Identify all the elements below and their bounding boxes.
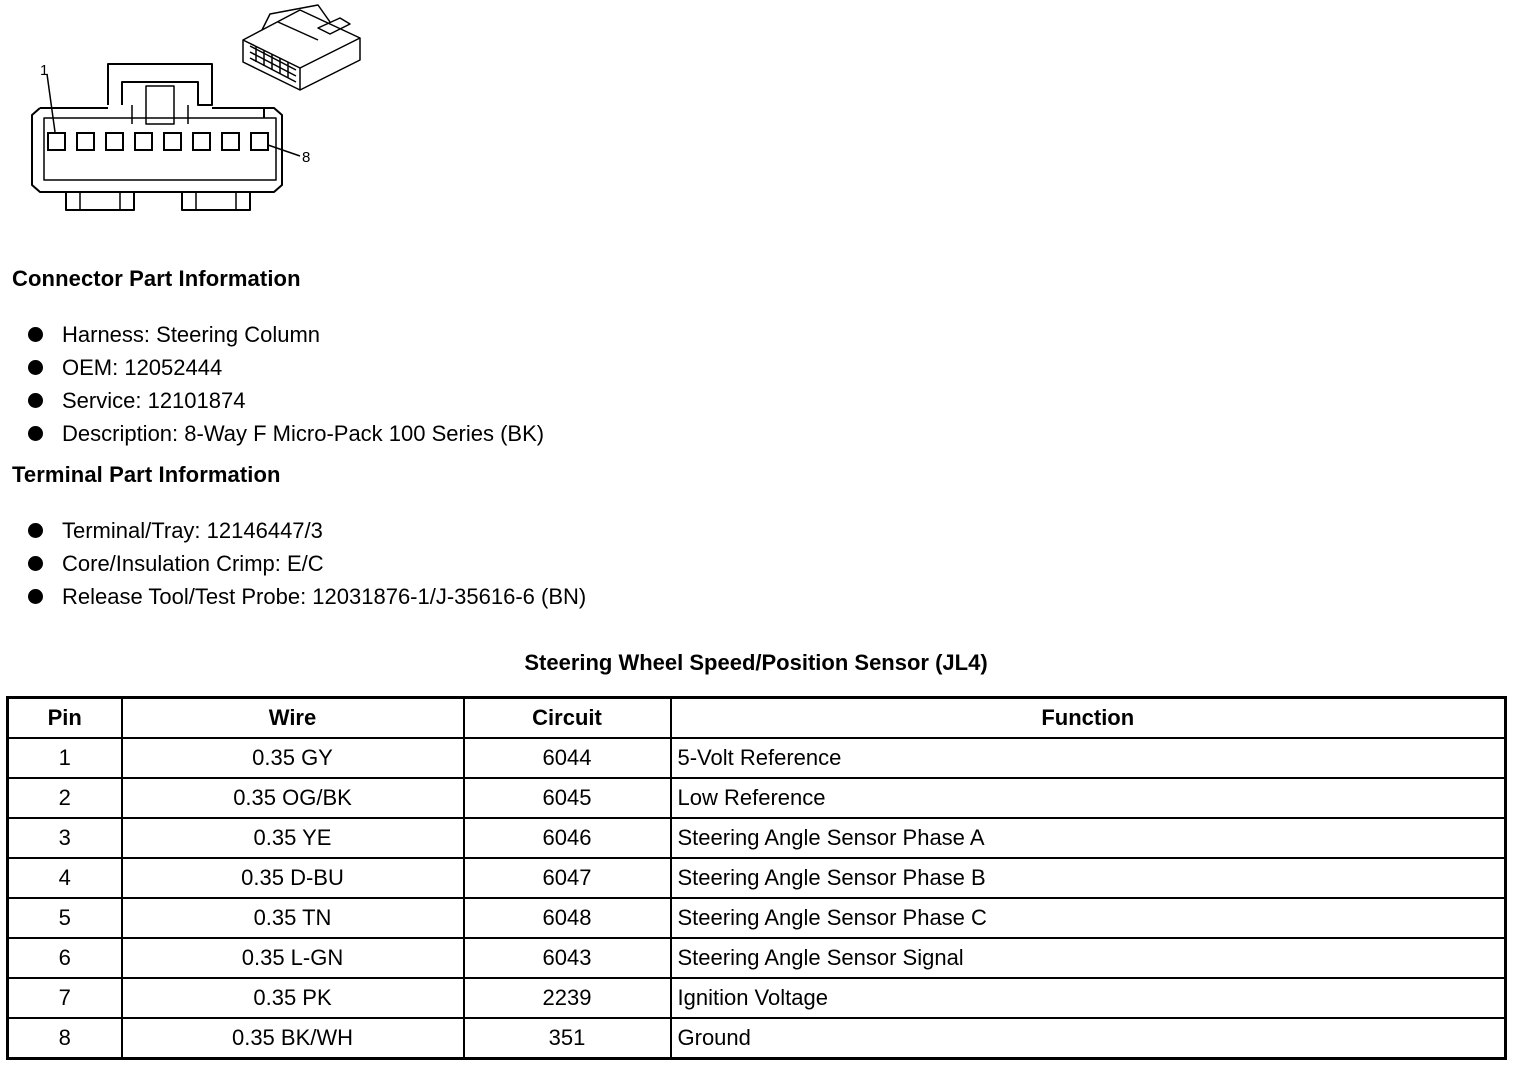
terminal-part-info-heading: Terminal Part Information bbox=[12, 462, 281, 487]
bullet-icon bbox=[28, 393, 43, 408]
column-header-pin: Pin bbox=[8, 698, 122, 739]
table-row bbox=[8, 938, 1506, 978]
list-item bbox=[28, 417, 544, 450]
list-item-text: Description: 8-Way F Micro-Pack 100 Series (BK) bbox=[62, 421, 545, 446]
list-item bbox=[28, 351, 544, 384]
list-item bbox=[28, 547, 586, 580]
bullet-icon bbox=[28, 360, 43, 375]
function-cell: Ignition Voltage bbox=[671, 978, 1506, 1018]
list-item-text: Terminal/Tray: 12146447/3 bbox=[62, 518, 323, 543]
table-row bbox=[8, 738, 1506, 778]
connector-isometric-view bbox=[243, 5, 360, 90]
pin-cell: 6 bbox=[8, 938, 122, 978]
list-item bbox=[28, 514, 586, 547]
circuit-cell: 6045 bbox=[464, 778, 671, 818]
list-item bbox=[28, 580, 586, 613]
table-row bbox=[8, 898, 1506, 938]
cavity-7 bbox=[222, 133, 239, 150]
cavity-8 bbox=[251, 133, 268, 150]
cavity-1 bbox=[48, 133, 65, 150]
list-item-text: Core/Insulation Crimp: E/C bbox=[62, 551, 324, 576]
table-row bbox=[8, 778, 1506, 818]
function-cell: Low Reference bbox=[671, 778, 1506, 818]
table-row bbox=[8, 858, 1506, 898]
list-item-text: Service: 12101874 bbox=[62, 388, 246, 413]
pin-1-callout-label: 1 bbox=[40, 62, 49, 79]
function-cell: Steering Angle Sensor Phase C bbox=[671, 898, 1506, 938]
table-row bbox=[8, 978, 1506, 1018]
circuit-cell: 351 bbox=[464, 1018, 671, 1059]
wire-cell: 0.35 L-GN bbox=[122, 938, 464, 978]
wire-cell: 0.35 BK/WH bbox=[122, 1018, 464, 1059]
wire-cell: 0.35 YE bbox=[122, 818, 464, 858]
circuit-cell: 6044 bbox=[464, 738, 671, 778]
wire-cell: 0.35 PK bbox=[122, 978, 464, 1018]
terminal-cavities bbox=[48, 133, 268, 150]
pinout-table bbox=[6, 696, 1507, 1060]
pin-cell: 7 bbox=[8, 978, 122, 1018]
cavity-5 bbox=[164, 133, 181, 150]
pin-cell: 5 bbox=[8, 898, 122, 938]
list-item-text: Release Tool/Test Probe: 12031876-1/J-35616-6 (BN) bbox=[62, 584, 587, 609]
cavity-2 bbox=[77, 133, 94, 150]
cavity-6 bbox=[193, 133, 210, 150]
circuit-cell: 2239 bbox=[464, 978, 671, 1018]
column-header-circuit: Circuit bbox=[464, 698, 671, 739]
circuit-cell: 6043 bbox=[464, 938, 671, 978]
circuit-cell: 6048 bbox=[464, 898, 671, 938]
table-row bbox=[8, 1018, 1506, 1059]
wire-cell: 0.35 OG/BK bbox=[122, 778, 464, 818]
function-cell: Ground bbox=[671, 1018, 1506, 1059]
connector-part-info-heading: Connector Part Information bbox=[12, 266, 301, 291]
function-cell: Steering Angle Sensor Phase B bbox=[671, 858, 1506, 898]
cavity-3 bbox=[106, 133, 123, 150]
column-header-wire: Wire bbox=[122, 698, 464, 739]
pin-cell: 4 bbox=[8, 858, 122, 898]
pin-8-callout-label: 8 bbox=[302, 149, 311, 166]
bullet-icon bbox=[28, 523, 43, 538]
wire-cell: 0.35 GY bbox=[122, 738, 464, 778]
circuit-cell: 6047 bbox=[464, 858, 671, 898]
list-item-text: OEM: 12052444 bbox=[62, 355, 223, 380]
bullet-icon bbox=[28, 327, 43, 342]
list-item-text: Harness: Steering Column bbox=[62, 322, 321, 347]
cavity-4 bbox=[135, 133, 152, 150]
connector-diagram bbox=[0, 0, 400, 230]
connector-part-info-list bbox=[28, 318, 544, 450]
list-item bbox=[28, 384, 544, 417]
circuit-cell: 6046 bbox=[464, 818, 671, 858]
function-cell: Steering Angle Sensor Signal bbox=[671, 938, 1506, 978]
function-cell: Steering Angle Sensor Phase A bbox=[671, 818, 1506, 858]
wire-cell: 0.35 D-BU bbox=[122, 858, 464, 898]
table-header-row bbox=[8, 698, 1506, 739]
pin-cell: 1 bbox=[8, 738, 122, 778]
pin-cell: 3 bbox=[8, 818, 122, 858]
pin-cell: 8 bbox=[8, 1018, 122, 1059]
function-cell: 5-Volt Reference bbox=[671, 738, 1506, 778]
terminal-part-info-list bbox=[28, 514, 586, 613]
column-header-function: Function bbox=[671, 698, 1506, 739]
wire-cell: 0.35 TN bbox=[122, 898, 464, 938]
connector-face-view bbox=[32, 64, 282, 210]
bullet-icon bbox=[28, 426, 43, 441]
bullet-icon bbox=[28, 556, 43, 571]
bullet-icon bbox=[28, 589, 43, 604]
pinout-table-title: Steering Wheel Speed/Position Sensor (JL4) bbox=[524, 650, 988, 675]
table-row bbox=[8, 818, 1506, 858]
list-item bbox=[28, 318, 544, 351]
pin-cell: 2 bbox=[8, 778, 122, 818]
